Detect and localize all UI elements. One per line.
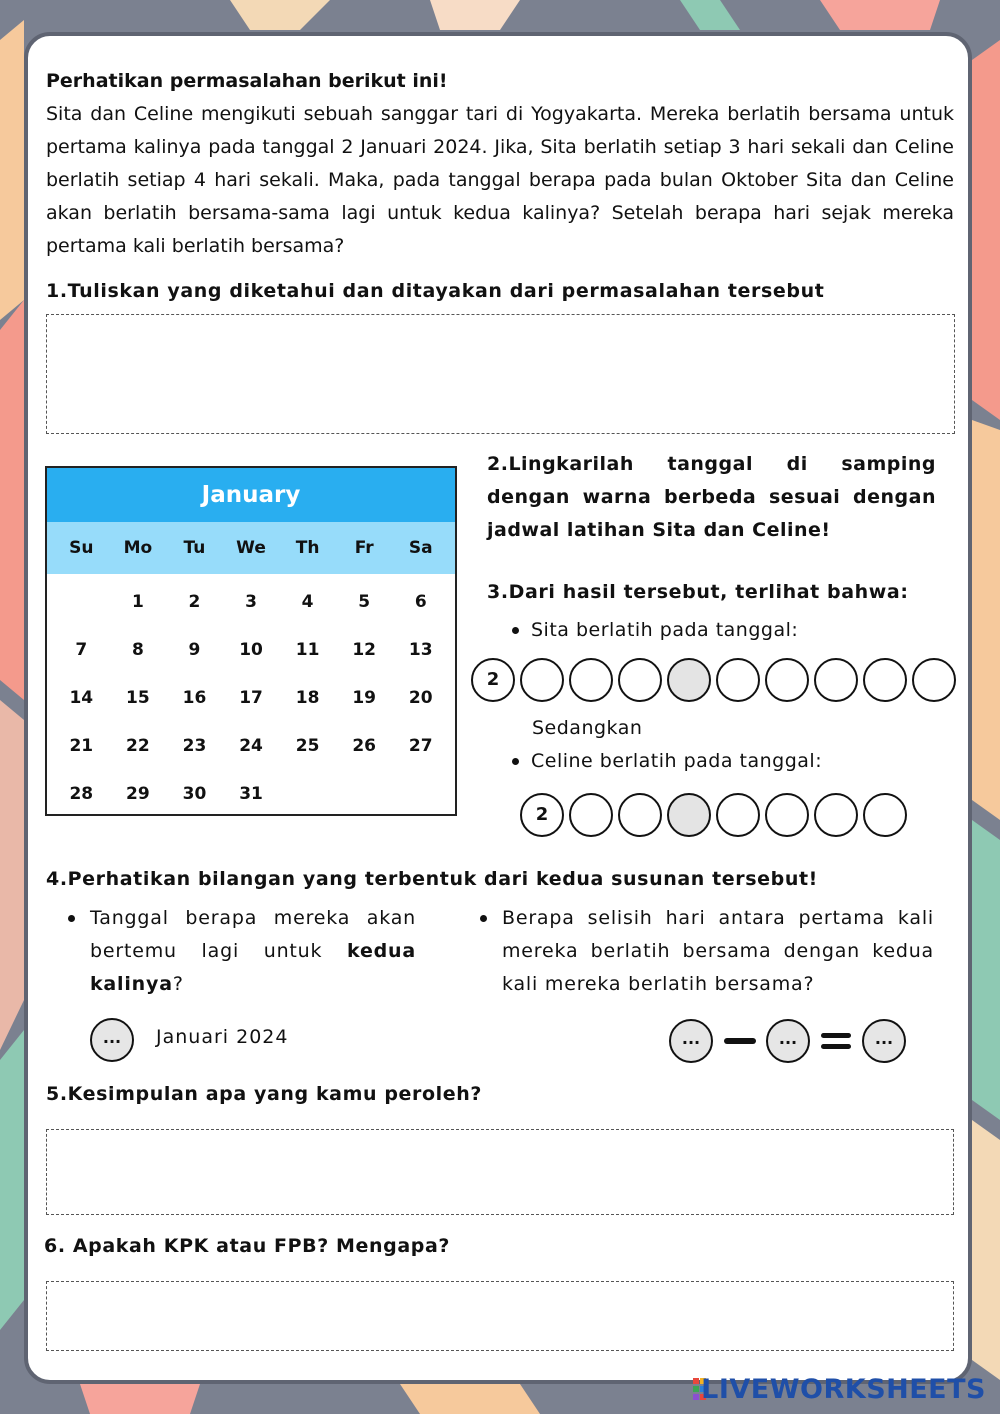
- subtraction-result[interactable]: ...: [862, 1019, 906, 1063]
- bullet-icon: [512, 758, 519, 765]
- sita-date-input[interactable]: [814, 658, 858, 702]
- calendar-day[interactable]: 29: [126, 784, 150, 804]
- question-1-answer-box[interactable]: [46, 314, 955, 434]
- equals-icon-bottom: [821, 1044, 851, 1049]
- celine-date-input-highlight[interactable]: [667, 793, 711, 837]
- date-suffix: Januari 2024: [156, 1026, 289, 1048]
- weekday-label: Mo: [123, 538, 153, 558]
- celine-label: Celine berlatih pada tanggal:: [531, 750, 823, 772]
- calendar-day[interactable]: 8: [131, 640, 144, 660]
- minus-icon: [724, 1038, 756, 1044]
- calendar-day[interactable]: 12: [352, 640, 377, 660]
- calendar-day[interactable]: 22: [126, 736, 150, 756]
- bullet-icon: [512, 627, 519, 634]
- celine-date-input[interactable]: [618, 793, 662, 837]
- meeting-date-input[interactable]: ...: [90, 1018, 134, 1062]
- bullet-icon: [480, 915, 487, 922]
- sita-date-input[interactable]: [618, 658, 662, 702]
- sita-label-item: [512, 619, 798, 641]
- calendar-day[interactable]: 23: [182, 736, 207, 756]
- calendar-day[interactable]: 5: [358, 592, 371, 612]
- celine-date-input[interactable]: [863, 793, 907, 837]
- calendar-day[interactable]: 14: [69, 688, 94, 708]
- weekday-label: Th: [295, 538, 320, 558]
- q4-left-end: ?: [172, 973, 184, 995]
- intro-text: Sita dan Celine mengikuti sebuah sanggar tari di Yogyakarta. Mereka berlatih bersama untuk pertama kalinya pada tanggal 2 Januari 2024. Jika, Sita berlatih setiap 3 hari sekali dan Celine berlatih setiap 4 hari sekali. Maka, pada tanggal berapa pada bulan Oktober Sita dan Celine akan berlatih bersama-sama lagi untuk kedua kalinya? Setelah berapa hari sejak mereka pertama kali berlatih bersama?: [46, 103, 954, 257]
- question-4-left-text: [90, 902, 416, 1001]
- calendar-day[interactable]: 31: [239, 784, 263, 804]
- question-4-right-text: Berapa selisih hari antara pertama kali mereka berlatih bersama dengan kedua kali mereka berlatih bersama?: [502, 907, 934, 995]
- calendar-day[interactable]: 15: [126, 688, 150, 708]
- question-5-label: 5.Kesimpulan apa yang kamu peroleh?: [46, 1083, 482, 1105]
- q4-left-bold: kedua kalinya: [90, 940, 416, 995]
- subtraction-operand-1[interactable]: ...: [669, 1019, 713, 1063]
- calendar-day[interactable]: 9: [188, 640, 201, 660]
- calendar-day[interactable]: 26: [352, 736, 377, 756]
- question-6-label: 6. Apakah KPK atau FPB? Mengapa?: [44, 1235, 451, 1257]
- calendar-day[interactable]: 28: [69, 784, 94, 804]
- calendar-day[interactable]: 16: [182, 688, 207, 708]
- weekday-label: Sa: [408, 538, 433, 558]
- bullet-icon: [68, 915, 75, 922]
- sita-date-input[interactable]: [863, 658, 907, 702]
- calendar-day[interactable]: 2: [188, 592, 201, 612]
- celine-date-input[interactable]: [765, 793, 809, 837]
- calendar-week: [53, 626, 449, 674]
- q4-left-text: Tanggal berapa mereka akan bertemu lagi untuk: [90, 907, 416, 962]
- calendar-week: [53, 770, 449, 818]
- calendar-week: [53, 674, 449, 722]
- calendar-day[interactable]: 19: [352, 688, 377, 708]
- question-6-answer-box[interactable]: [46, 1281, 954, 1351]
- calendar-week: [53, 578, 449, 626]
- weekday-label: Fr: [354, 538, 374, 558]
- calendar-weekday-header: [47, 522, 455, 574]
- celine-date-input[interactable]: [716, 793, 760, 837]
- sita-date-input[interactable]: [520, 658, 564, 702]
- question-4-label: 4.Perhatikan bilangan yang terbentuk dari kedua susunan tersebut!: [46, 868, 818, 890]
- weekday-label: We: [236, 538, 266, 558]
- subtraction-operand-2[interactable]: ...: [766, 1019, 810, 1063]
- sita-date-input[interactable]: [912, 658, 956, 702]
- intro-title: Perhatikan permasalahan berikut ini!: [46, 70, 448, 92]
- weekday-label: Su: [69, 538, 94, 558]
- calendar-day[interactable]: 17: [239, 688, 263, 708]
- calendar-week: [53, 722, 449, 770]
- calendar-day[interactable]: 1: [131, 592, 144, 612]
- calendar-day[interactable]: 25: [295, 736, 320, 756]
- calendar-day[interactable]: 7: [75, 640, 88, 660]
- celine-label-item: [512, 750, 822, 772]
- celine-date-input[interactable]: [569, 793, 613, 837]
- calendar-day[interactable]: 18: [295, 688, 320, 708]
- calendar: [45, 466, 457, 816]
- calendar-grid: [47, 574, 455, 818]
- sita-date-input-highlight[interactable]: [667, 658, 711, 702]
- question-1-label: 1.Tuliskan yang diketahui dan ditayakan dari permasalahan tersebut: [46, 280, 825, 302]
- calendar-day[interactable]: 4: [301, 592, 314, 612]
- celine-date-input[interactable]: [814, 793, 858, 837]
- liveworksheets-brand: LIVEWORKSHEETS: [701, 1374, 986, 1405]
- question-2-label: 2.Lingkarilah tanggal di samping dengan warna berbeda sesuai dengan jadwal latihan Sita dan Celine!: [487, 453, 936, 541]
- calendar-day[interactable]: 21: [69, 736, 94, 756]
- equals-icon-top: [821, 1033, 851, 1038]
- calendar-day[interactable]: 10: [239, 640, 263, 660]
- calendar-month: January: [47, 468, 455, 522]
- calendar-day[interactable]: 13: [408, 640, 433, 660]
- sita-date-input[interactable]: [716, 658, 760, 702]
- calendar-day[interactable]: 3: [245, 592, 257, 612]
- calendar-day[interactable]: 20: [408, 688, 433, 708]
- calendar-day[interactable]: 27: [408, 736, 433, 756]
- sita-date-input[interactable]: [569, 658, 613, 702]
- calendar-day[interactable]: 30: [182, 784, 207, 804]
- sita-date-first: 2: [471, 658, 515, 702]
- calendar-day[interactable]: 6: [414, 592, 427, 612]
- question-3-label: 3.Dari hasil tersebut, terlihat bahwa:: [487, 581, 909, 603]
- sita-label: Sita berlatih pada tanggal:: [531, 619, 799, 641]
- sita-date-input[interactable]: [765, 658, 809, 702]
- calendar-day[interactable]: 24: [239, 736, 263, 756]
- calendar-day[interactable]: 11: [295, 640, 320, 660]
- weekday-label: Tu: [183, 538, 206, 558]
- question-5-answer-box[interactable]: [46, 1129, 954, 1215]
- celine-date-first: 2: [520, 793, 564, 837]
- connector-text: Sedangkan: [532, 717, 643, 739]
